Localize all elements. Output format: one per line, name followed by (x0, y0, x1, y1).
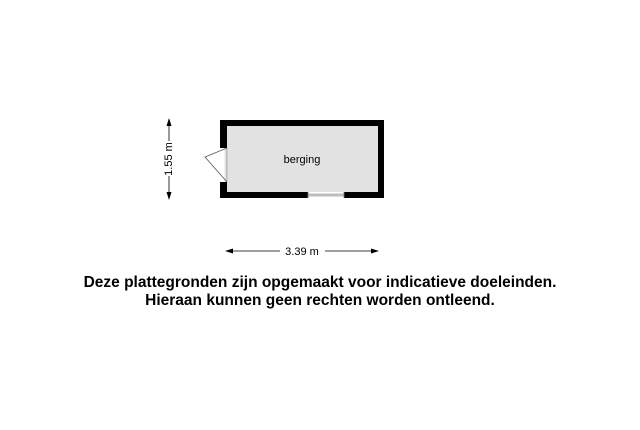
disclaimer-line-2: Hieraan kunnen geen rechten worden ontleend. (145, 292, 495, 309)
width-dimension-label: 3.39 m (285, 246, 319, 258)
width-dimension (225, 246, 379, 258)
disclaimer-line-1: Deze plattegronden zijn opgemaakt voor indicatieve doeleinden. (83, 274, 557, 291)
room-label: berging (283, 154, 321, 166)
arrow-left-icon (225, 249, 233, 254)
height-dimension (163, 118, 175, 200)
arrow-down-icon (167, 192, 172, 200)
arrow-up-icon (167, 118, 172, 126)
window (308, 192, 344, 198)
arrow-right-icon (371, 249, 379, 254)
door (205, 148, 228, 182)
height-dimension-label: 1.55 m (162, 142, 175, 176)
